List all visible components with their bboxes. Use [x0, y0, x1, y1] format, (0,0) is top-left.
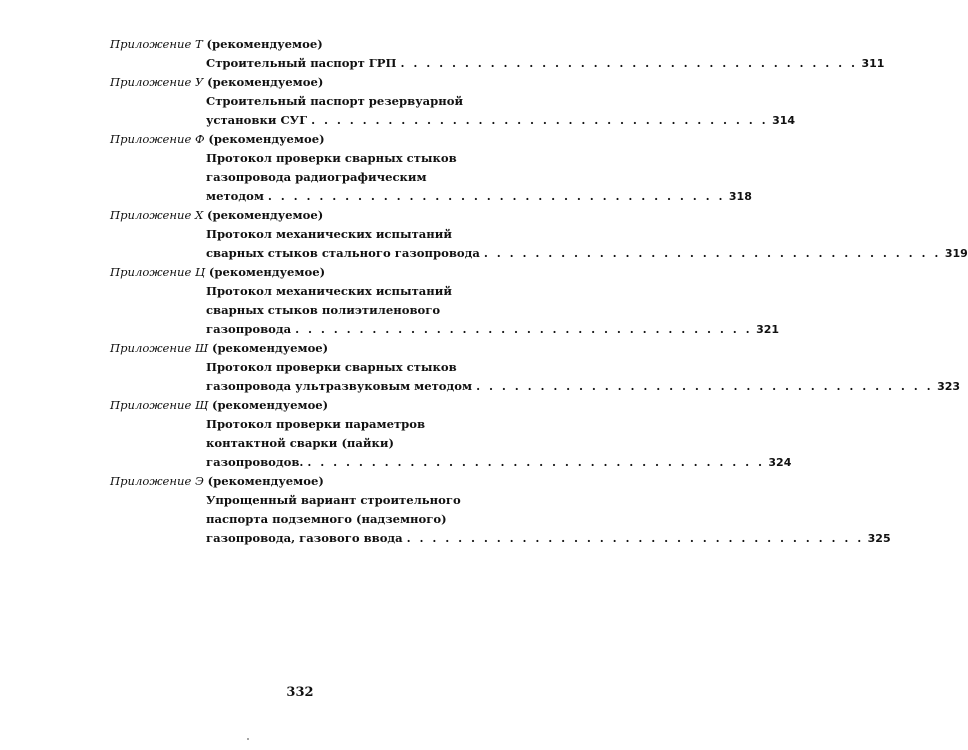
title-line: паспорта подземного (надземного) — [206, 512, 447, 526]
title-line: установки СУГ — [206, 113, 308, 127]
entry-title — [206, 92, 796, 130]
title-line: Протокол проверки сварных стыков — [206, 360, 457, 374]
recommended-label: (рекомендуемое) — [207, 75, 324, 89]
leader-dots: . . . . . . . . . . . . . . . . . . . . . . . . . . . . . . . . . . . . — [476, 379, 934, 393]
page-ref: 324 — [768, 456, 792, 469]
leader-dots: . . . . . . . . . . . . . . . . . . . . . . . . . . . . . . . . . . . . — [483, 246, 941, 260]
page-ref: 321 — [756, 323, 780, 336]
recommended-label: (рекомендуемое) — [207, 474, 324, 488]
toc-entry — [110, 206, 968, 263]
toc-entry — [110, 263, 780, 339]
appendix-heading — [110, 396, 480, 415]
entry-title — [206, 54, 885, 73]
title-line: газопровода, газового ввода — [206, 531, 403, 545]
appendix-heading — [110, 339, 480, 358]
entry-title — [206, 415, 792, 472]
title-line: сварных стыков стального газопровода — [206, 246, 480, 260]
appendix-label: Приложение Щ — [110, 398, 209, 412]
title-last-line — [206, 453, 792, 472]
title-line: Протокол механических испытаний — [206, 227, 452, 241]
recommended-label: (рекомендуемое) — [208, 265, 326, 279]
recommended-label: (рекомендуемое) — [208, 132, 325, 146]
title-line: газопровода ультразвуковым методом — [206, 379, 473, 393]
appendix-heading — [110, 263, 480, 282]
title-line: газопроводов. — [206, 455, 304, 469]
title-line: Упрощенный вариант строительного — [206, 493, 461, 507]
title-line: газопровода — [206, 322, 292, 336]
title-last-line — [206, 244, 968, 263]
appendix-heading — [110, 206, 480, 225]
toc-entry — [110, 396, 792, 472]
title-line: Строительный паспорт ГРП — [206, 56, 397, 70]
entry-title — [206, 149, 752, 206]
leader-dots: . . . . . . . . . . . . . . . . . . . . . . . . . . . . . . . . . . . . — [311, 113, 769, 127]
title-line: Протокол проверки сварных стыков — [206, 151, 457, 165]
title-line: Протокол проверки параметров — [206, 417, 426, 431]
appendix-heading — [110, 73, 480, 92]
title-last-line — [206, 54, 885, 73]
recommended-label: (рекомендуемое) — [211, 398, 329, 412]
toc-entry — [110, 35, 885, 73]
leader-dots: . . . . . . . . . . . . . . . . . . . . . . . . . . . . . . . . . . . . — [406, 531, 864, 545]
title-line: Строительный паспорт резервуарной — [206, 94, 464, 108]
appendix-label: Приложение Э — [110, 474, 204, 488]
title-line: сварных стыков полиэтиленового — [206, 303, 441, 317]
entry-title — [206, 358, 961, 396]
title-last-line — [206, 529, 891, 548]
recommended-label: (рекомендуемое) — [207, 208, 324, 222]
leader-dots: . . . . . . . . . . . . . . . . . . . . . . . . . . . . . . . . . . . . — [267, 189, 725, 203]
appendix-label: Приложение Т — [110, 37, 203, 51]
title-last-line — [206, 320, 780, 339]
appendix-label: Приложение Х — [110, 208, 204, 222]
page-ref: 318 — [728, 190, 752, 203]
recommended-label: (рекомендуемое) — [206, 37, 323, 51]
page-ref: 319 — [944, 247, 968, 260]
entry-title — [206, 491, 891, 548]
toc-entry — [110, 472, 891, 548]
title-last-line — [206, 377, 961, 396]
appendix-label: Приложение Ф — [110, 132, 205, 146]
toc-entry — [110, 339, 961, 396]
leader-dots: . . . . . . . . . . . . . . . . . . . . . . . . . . . . . . . . . . . . — [295, 322, 753, 336]
recommended-label: (рекомендуемое) — [211, 341, 329, 355]
leader-dots: . . . . . . . . . . . . . . . . . . . . . . . . . . . . . . . . . . . . — [400, 56, 858, 70]
appendix-label: Приложение Ш — [110, 341, 209, 355]
title-line: контактной сварки (пайки) — [206, 436, 394, 450]
title-line: методом — [206, 189, 264, 203]
page-ref: 325 — [867, 532, 891, 545]
entry-title — [206, 225, 968, 263]
page-ref: 314 — [772, 114, 796, 127]
toc-entry — [110, 73, 796, 130]
appendix-label: Приложение У — [110, 75, 204, 89]
title-last-line — [206, 187, 752, 206]
toc-entry — [110, 130, 752, 206]
page-number: 332 — [286, 685, 314, 700]
title-line: газопровода радиографическим — [206, 170, 427, 184]
appendix-label: Приложение Ц — [110, 265, 206, 279]
leader-dots: . . . . . . . . . . . . . . . . . . . . . . . . . . . . . . . . . . . . — [307, 455, 765, 469]
appendix-heading — [110, 130, 480, 149]
appendix-heading — [110, 35, 480, 54]
appendix-heading — [110, 472, 480, 491]
page-ref: 323 — [937, 380, 961, 393]
table-of-contents — [110, 35, 968, 548]
entry-title — [206, 282, 780, 339]
page-ref: 311 — [861, 57, 885, 70]
scan-speck — [247, 738, 249, 740]
title-last-line — [206, 111, 796, 130]
title-line: Протокол механических испытаний — [206, 284, 452, 298]
